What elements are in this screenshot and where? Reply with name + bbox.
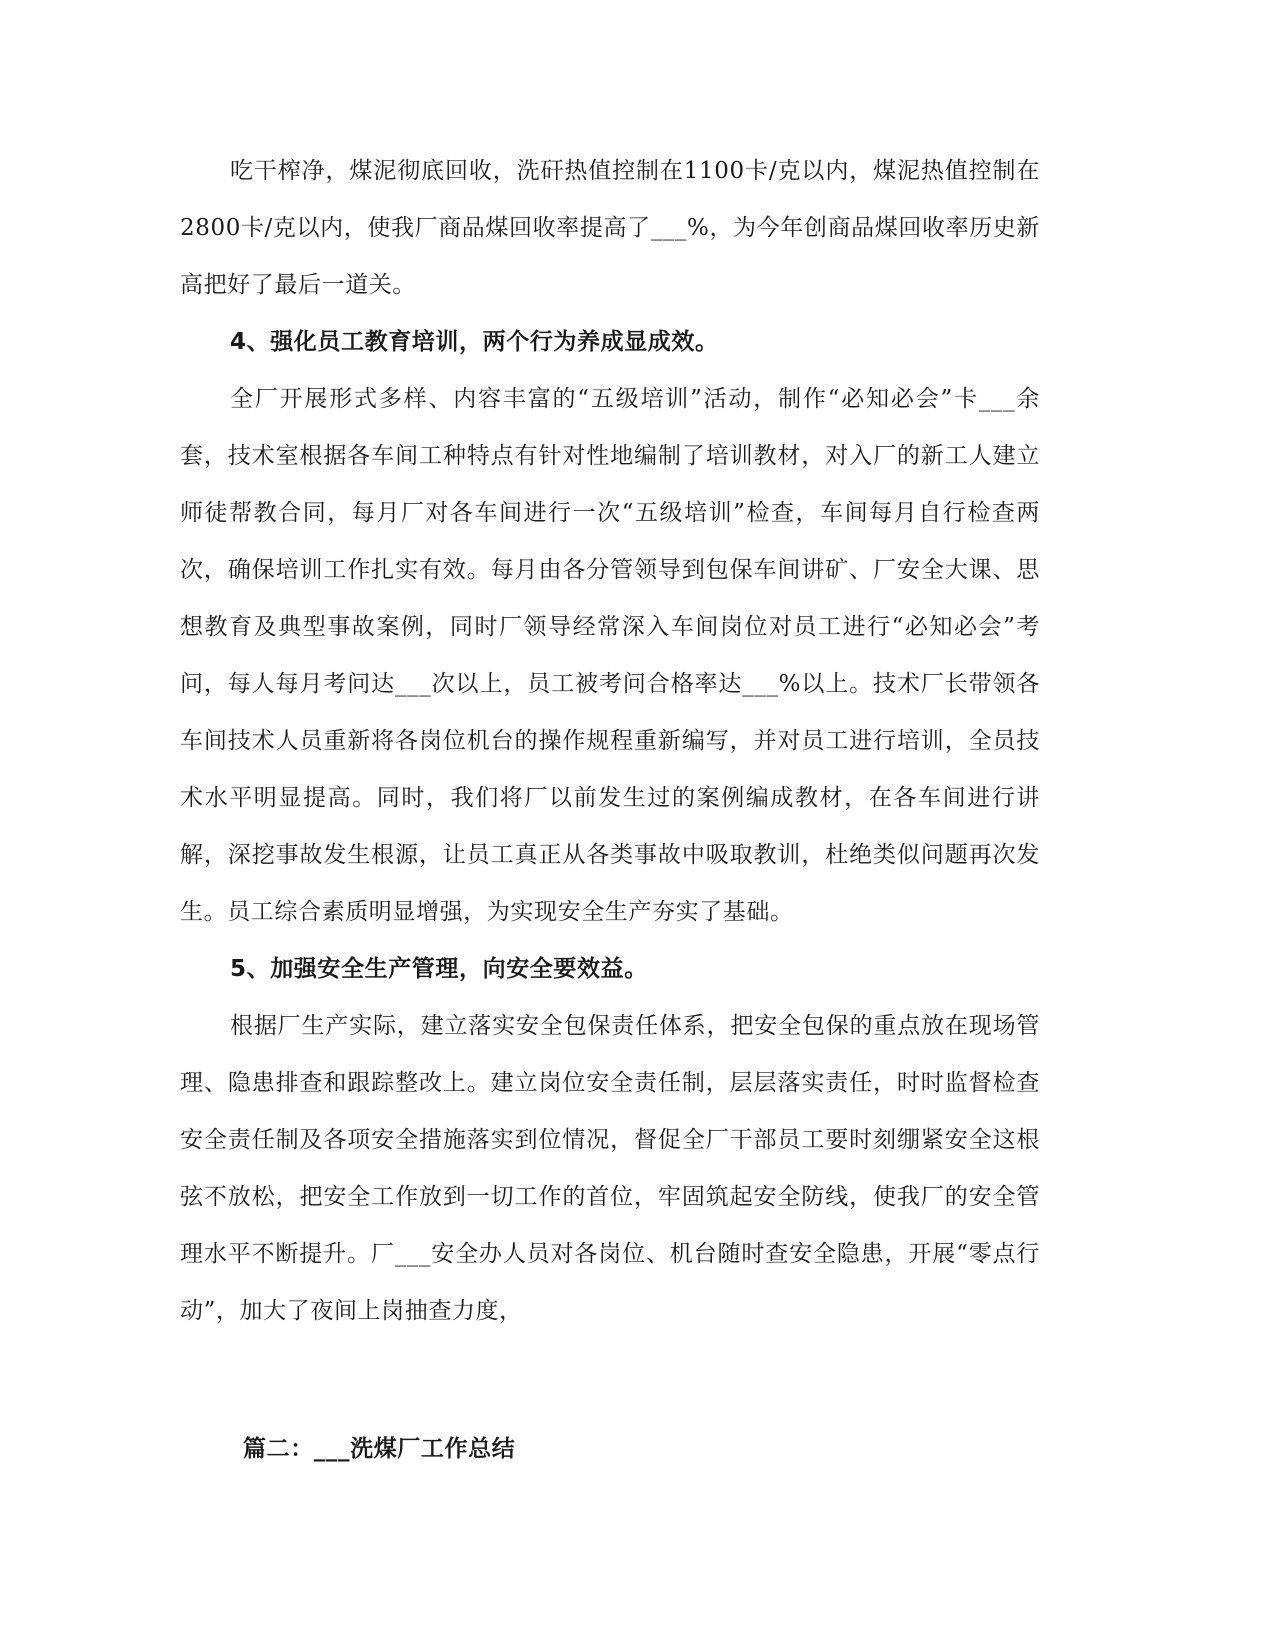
- paragraph-continuation: 吃干榨净，煤泥彻底回收，洗矸热值控制在1100卡/克以内，煤泥热值控制在2800卡/克以内，使我厂商品煤回收率提高了___%，为今年创商品煤回收率历史新高把好了最后一道关。: [180, 158, 1040, 298]
- section-title: 篇二：___洗煤厂工作总结: [243, 1436, 516, 1462]
- paragraph-4: 全厂开展形式多样、内容丰富的“五级培训”活动，制作“必知必会”卡___余套，技术室根据各车间工种特点有针对性地编制了培训教材，对入厂的新工人建立师徒帮教合同，每月厂对各车间进行一次“五级培训”检查，车间每月自行检查两次，确保培训工作扎实有效。每月由各分管领导到包保车间讲矿、厂安全大课、思想教育及典型事故案例，同时厂领导经常深入车间岗位对员工进行“必知必会”考问，每人每月考问达___次以上，员工被考问合格率达___%以上。技术厂长带领各车间技术人员重新将各岗位机台的操作规程重新编写，并对员工进行培训，全员技术水平明显提高。同时，我们将厂以前发生过的案例编成教材，在各车间进行讲解，深挖事故发生根源，让员工真正从各类事故中吸取教训，杜绝类似问题再次发生。员工综合素质明显增强，为实现安全生产夯实了基础。: [180, 386, 1040, 925]
- heading-4: 4、强化员工教育培训，两个行为养成显成效。: [230, 329, 719, 355]
- document-body: [180, 143, 1040, 1340]
- paragraph-5: 根据厂生产实际，建立落实安全包保责任体系，把安全包保的重点放在现场管理、隐患排查和跟踪整改上。建立岗位安全责任制，层层落实责任，时时监督检查安全责任制及各项安全措施落实到位情况，督促全厂干部员工要时刻绷紧安全这根弦不放松，把安全工作放到一切工作的首位，牢固筑起安全防线，使我厂的安全管理水平不断提升。厂___安全办人员对各岗位、机台随时查安全隐患，开展“零点行动”，加大了夜间上岗抽查力度，: [180, 1013, 1040, 1324]
- heading-5: 5、加强安全生产管理，向安全要效益。: [230, 956, 648, 982]
